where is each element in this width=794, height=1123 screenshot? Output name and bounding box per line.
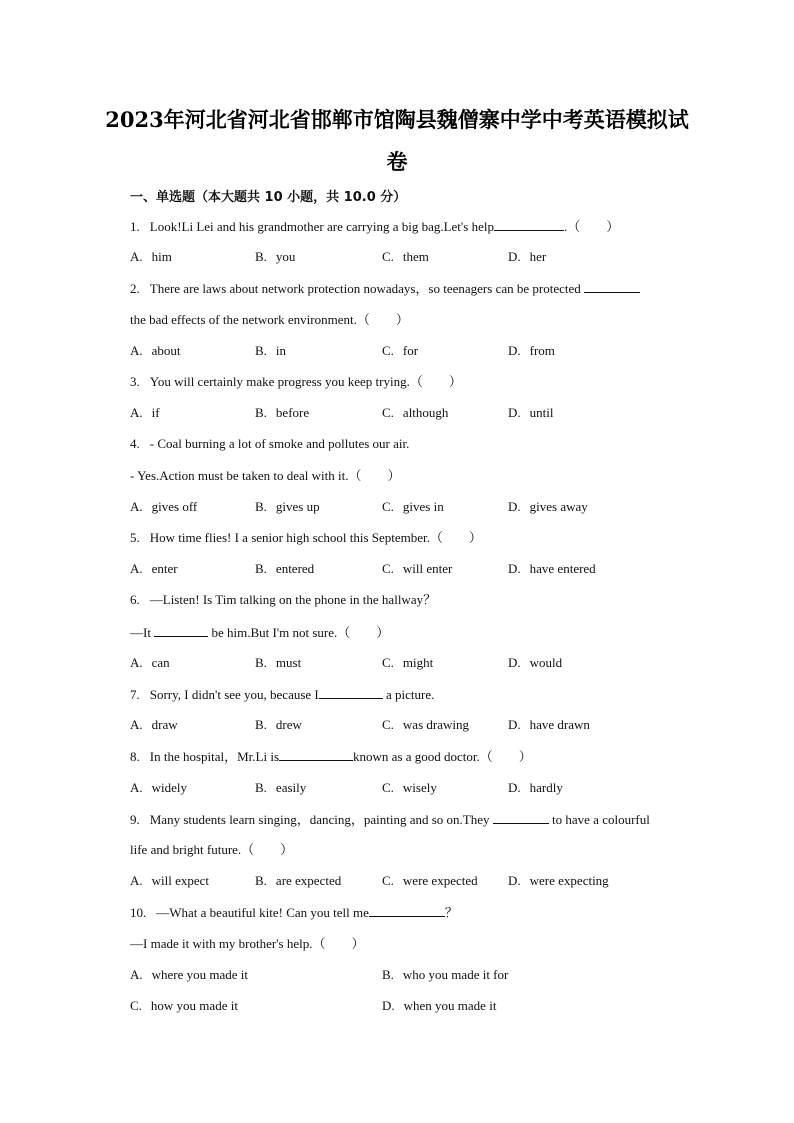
- question-text: Sorry, I didn't see you, because I: [149, 687, 319, 702]
- option-d: D. from: [508, 343, 555, 358]
- option-c: C. wisely: [382, 780, 437, 795]
- answer-blank: [279, 748, 353, 761]
- question-8: [130, 748, 532, 765]
- option-c: C. was drawing: [382, 717, 469, 732]
- question-6: [130, 592, 436, 608]
- option-a: A. can: [130, 655, 170, 670]
- answer-blank: [584, 280, 640, 293]
- option-a: A. widely: [130, 780, 188, 795]
- option-b: B. in: [255, 343, 287, 358]
- option-a: A. will expect: [130, 873, 210, 888]
- question-1: [130, 218, 619, 235]
- option-c: C. how you made it: [130, 998, 238, 1013]
- question-7: [130, 686, 434, 703]
- question-3: [130, 374, 462, 390]
- answer-blank: [493, 811, 549, 824]
- answer-blank: [494, 218, 564, 231]
- question-text-tail: known as a good doctor.（ ）: [353, 749, 532, 764]
- question-9: [130, 811, 650, 828]
- question-text-tail: ？: [444, 905, 458, 920]
- option-d: D. have drawn: [508, 717, 590, 732]
- option-b: B. entered: [255, 561, 315, 576]
- option-b: B. gives up: [255, 499, 320, 514]
- question-number: 8.: [130, 749, 140, 764]
- question-text-tail: .（ ）: [563, 219, 620, 234]
- question-text: —What a beautiful kite! Can you tell me: [156, 905, 369, 920]
- question-2: [130, 280, 640, 297]
- option-a: A. if: [130, 405, 160, 420]
- exam-title-line-1: 2023年河北省河北省邯郸市馆陶县魏僧寨中学中考英语模拟试: [105, 107, 689, 132]
- option-c: C. will enter: [382, 561, 453, 576]
- option-d: D. would: [508, 655, 563, 670]
- option-d: D. until: [508, 405, 554, 420]
- question-text-tail: a picture.: [382, 687, 435, 702]
- question-10-line-2: —I made it with my brother's help.（ ）: [130, 936, 365, 951]
- option-d: D. gives away: [508, 499, 588, 514]
- question-text: How time flies! I a senior high school this September.（ ）: [149, 530, 482, 545]
- question-text: Many students learn singing，dancing，painting and so on.They: [149, 812, 493, 827]
- option-a: A. gives off: [130, 499, 198, 514]
- option-a: A. where you made it: [130, 967, 249, 982]
- option-d: D. were expecting: [508, 873, 609, 888]
- question-number: 7.: [130, 687, 140, 702]
- question-2-line-2: the bad effects of the network environment.（ ）: [130, 312, 409, 327]
- option-c: C. for: [382, 343, 419, 358]
- option-a: A. enter: [130, 561, 178, 576]
- option-c: C. were expected: [382, 873, 478, 888]
- question-text: In the hospital，Mr.Li is: [149, 749, 280, 764]
- option-a: A. draw: [130, 717, 178, 732]
- option-b: B. drew: [255, 717, 302, 732]
- option-c: C. them: [382, 249, 429, 264]
- question-text: There are laws about network protection nowadays，so teenagers can be protected: [149, 281, 584, 296]
- answer-blank: [369, 904, 445, 917]
- question-6-line-2: —It be him.But I'm not sure.（ ）: [130, 625, 390, 640]
- section-heading: 一、单选题（本大题共 10 小题，共 10.0 分）: [130, 190, 407, 205]
- option-b: B. must: [255, 655, 302, 670]
- option-b: B. you: [255, 249, 296, 264]
- question-5: [130, 530, 482, 546]
- question-number: 4.: [130, 436, 140, 451]
- question-number: 2.: [130, 281, 140, 296]
- option-c: C. gives in: [382, 499, 444, 514]
- question-text: Look!Li Lei and his grandmother are carrying a big bag.Let's help: [149, 219, 494, 234]
- option-b: B. who you made it for: [382, 967, 509, 982]
- option-d: D. hardly: [508, 780, 563, 795]
- question-text: - Coal burning a lot of smoke and pollutes our air.: [149, 436, 410, 451]
- option-a: A. him: [130, 249, 172, 264]
- question-number: 3.: [130, 374, 140, 389]
- question-number: 1.: [130, 219, 140, 234]
- option-b: B. easily: [255, 780, 307, 795]
- option-c: C. might: [382, 655, 434, 670]
- option-a: A. about: [130, 343, 181, 358]
- question-4-line-2: - Yes.Action must be taken to deal with it.（ ）: [130, 468, 401, 483]
- question-number: 9.: [130, 812, 140, 827]
- answer-blank: [154, 624, 208, 637]
- question-9-line-2: life and bright future.（ ）: [130, 842, 294, 857]
- option-d: D. her: [508, 249, 547, 264]
- option-c: C. although: [382, 405, 449, 420]
- answer-blank: [319, 686, 383, 699]
- option-d: D. have entered: [508, 561, 596, 576]
- question-10: [130, 904, 458, 921]
- option-b: B. before: [255, 405, 310, 420]
- option-d: D. when you made it: [382, 998, 497, 1013]
- question-text: You will certainly make progress you keep trying.（ ）: [149, 374, 462, 389]
- question-text: —Listen! Is Tim talking on the phone in the hallway？: [149, 592, 437, 607]
- question-number: 6.: [130, 592, 140, 607]
- exam-title-line-2: 卷: [386, 149, 408, 174]
- question-number: 10.: [130, 905, 147, 920]
- question-text-tail: to have a colourful: [548, 812, 650, 827]
- question-number: 5.: [130, 530, 140, 545]
- question-4: [130, 436, 409, 452]
- option-b: B. are expected: [255, 873, 342, 888]
